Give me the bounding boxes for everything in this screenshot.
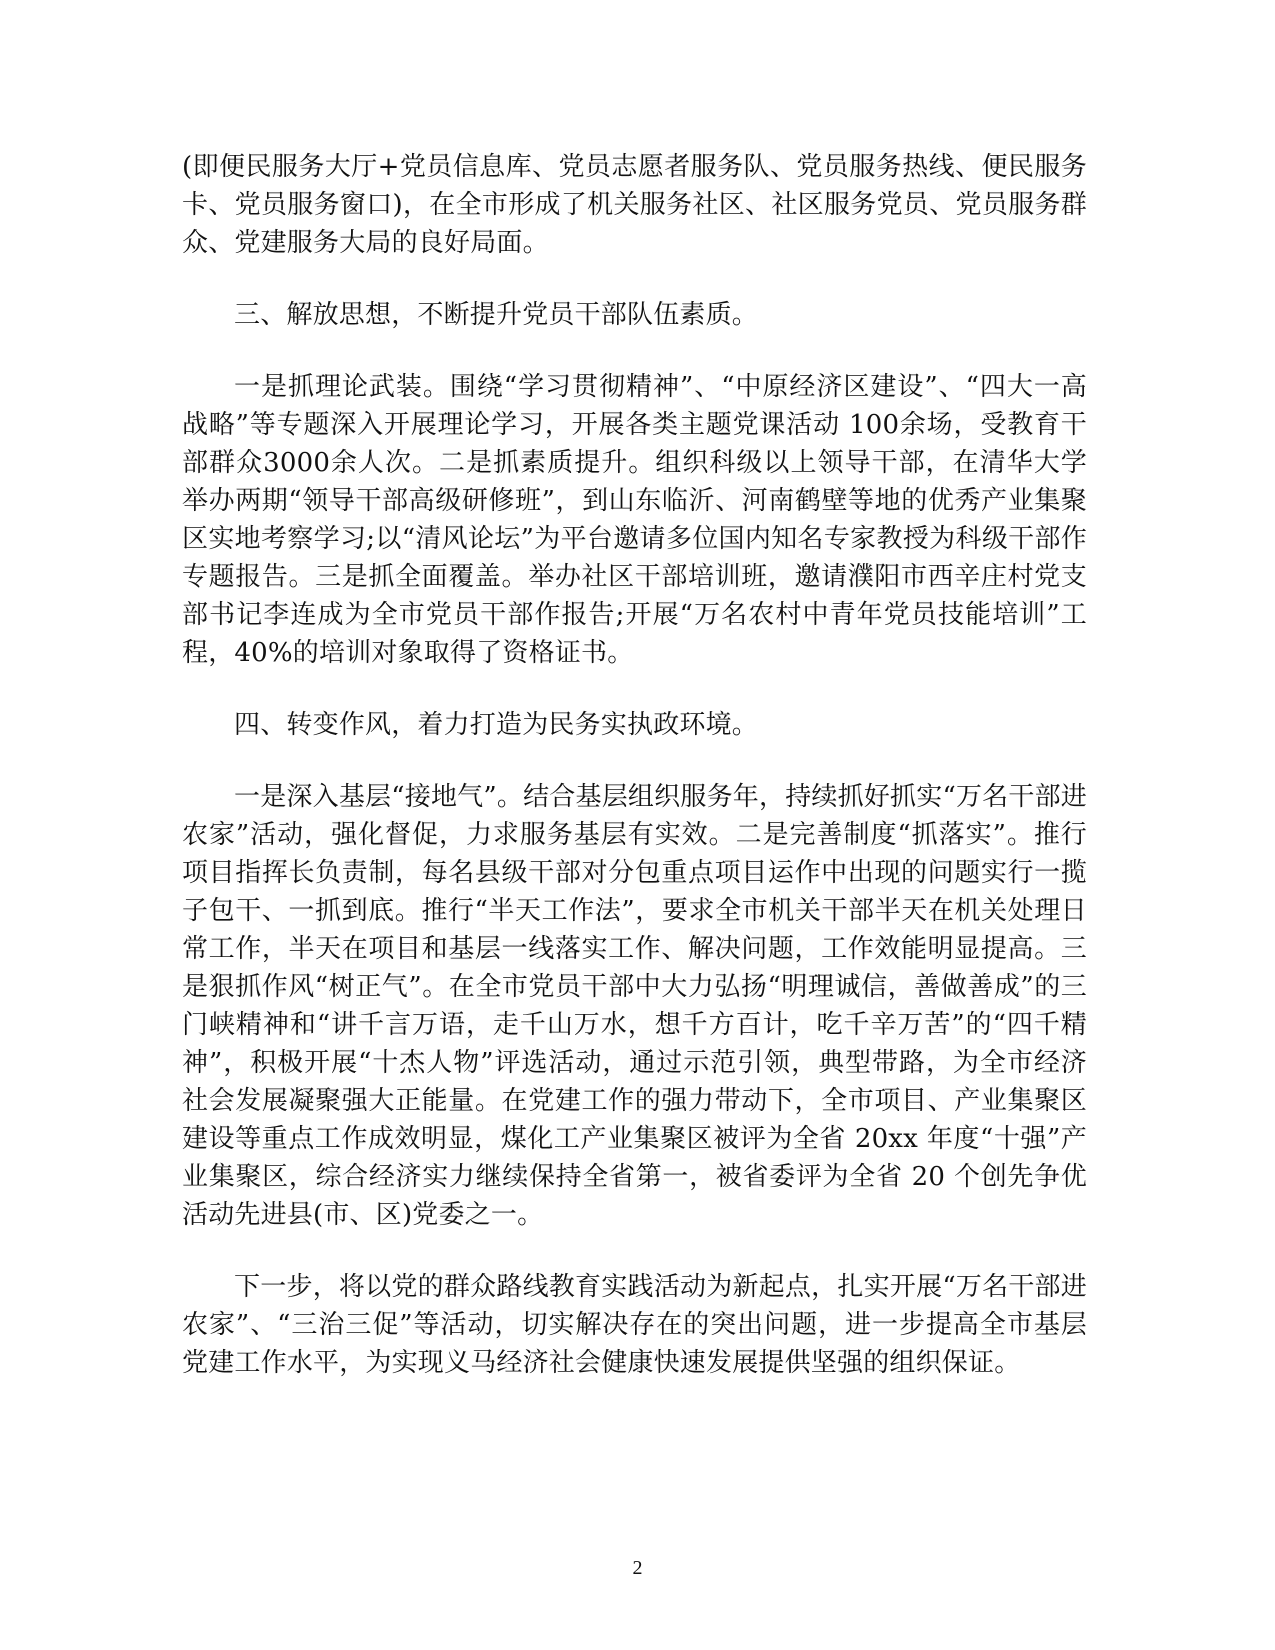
document-body [182,148,1087,1416]
paragraph-section-3-body: 一是抓理论武装。围绕“学习贯彻精神”、“中原经济区建设”、“四大一高战略”等专题深入开展理论学习，开展各类主题党课活动 100余场，受教育干部群众3000余人次。二是抓素质提升。组织科级以上领导干部，在清华大学举办两期“领导干部高级研修班”，到山东临沂、河南鹤壁等地的优秀产业集聚区实地考察学习;以“清风论坛”为平台邀请多位国内知名专家教授为科级干部作专题报告。三是抓全面覆盖。举办社区干部培训班，邀请濮阳市西辛庄村党支部书记李连成为全市党员干部作报告;开展“万名农村中青年党员技能培训”工程，40%的培训对象取得了资格证书。 [182,372,1087,668]
section-heading-3: 三、解放思想，不断提升党员干部队伍素质。 [234,300,759,330]
paragraph-continuation: (即便民服务大厅+党员信息库、党员志愿者服务队、党员服务热线、便民服务卡、党员服务窗口)，在全市形成了机关服务社区、社区服务党员、党员服务群众、党建服务大局的良好局面。 [182,152,1087,258]
paragraph-next-steps: 下一步，将以党的群众路线教育实践活动为新起点，扎实开展“万名干部进农家”、“三治三促”等活动，切实解决存在的突出问题，进一步提高全市基层党建工作水平，为实现义马经济社会健康快速发展提供坚强的组织保证。 [182,1272,1087,1378]
section-heading-4: 四、转变作风，着力打造为民务实执政环境。 [234,710,759,740]
page-number: 2 [632,1557,643,1579]
paragraph-section-4-body: 一是深入基层“接地气”。结合基层组织服务年，持续抓好抓实“万名干部进农家”活动，强化督促，力求服务基层有实效。二是完善制度“抓落实”。推行项目指挥长负责制，每名县级干部对分包重点项目运作中出现的问题实行一揽子包干、一抓到底。推行“半天工作法”，要求全市机关干部半天在机关处理日常工作，半天在项目和基层一线落实工作、解决问题，工作效能明显提高。三是狠抓作风“树正气”。在全市党员干部中大力弘扬“明理诚信，善做善成”的三门峡精神和“讲千言万语，走千山万水，想千方百计，吃千辛万苦”的“四千精神”，积极开展“十杰人物”评选活动，通过示范引领，典型带路，为全市经济社会发展凝聚强大正能量。在党建工作的强力带动下，全市项目、产业集聚区建设等重点工作成效明显，煤化工产业集聚区被评为全省 20xx 年度“十强”产业集聚区，综合经济实力继续保持全省第一，被省委评为全省 20 个创先争优活动先进县(市、区)党委之一。 [182,782,1087,1230]
